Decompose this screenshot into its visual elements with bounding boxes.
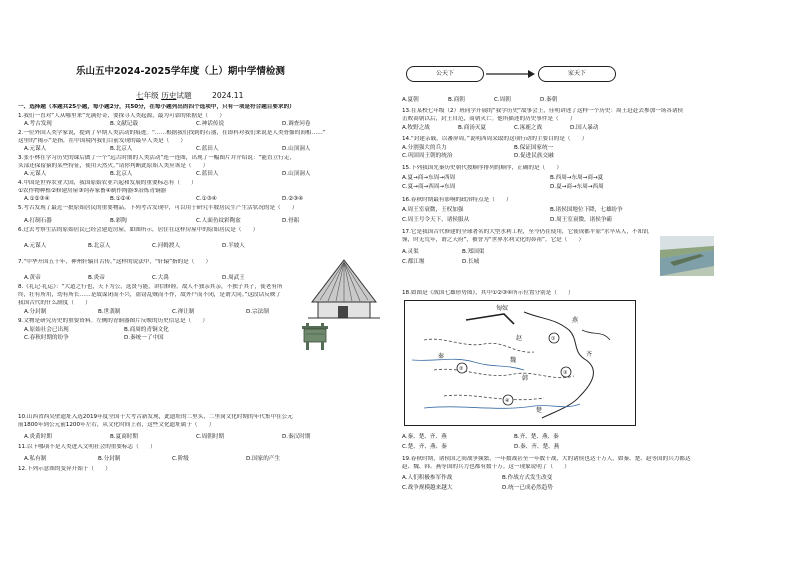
q12-option-b: B.商朝 <box>448 97 465 103</box>
q12-option-a: A.夏朝 <box>402 97 419 103</box>
q4-option-c: C.①③④ <box>196 196 217 202</box>
q19-option-a: A.人们积极参军作战 <box>402 475 453 481</box>
q12-option-c: C.周朝 <box>494 97 511 103</box>
q19-option-b: B.作战方式发生改变 <box>502 475 553 481</box>
q2-option-a: A.元谋人 <box>24 146 47 152</box>
map-label-zhao: 赵 <box>516 335 523 342</box>
q8-option-a: A.分封制 <box>24 309 47 315</box>
q9-option-b: B.商周的青铜文化 <box>124 327 169 333</box>
left-column <box>18 0 390 562</box>
map-label-qin: 秦 <box>438 353 445 360</box>
map-label-yan: 燕 <box>572 317 579 324</box>
q2-option-b: B.北京人 <box>110 146 133 152</box>
map-label-han: 韩 <box>522 375 529 382</box>
q9-option-d: D.秦统一了中国 <box>124 335 164 341</box>
q8-stem-cont: 终，壮有所用，幼有所长……是故谋闭而不兴，盗窃乱贼而不作，故外户而不闭，是谓大同。”这段话反映了 <box>18 292 282 298</box>
q9-option-a: A.原始社会已出现 <box>24 327 69 333</box>
q1-option-d: D.调查问卷 <box>282 121 311 127</box>
q5-option-a: A.打制石器 <box>24 218 52 224</box>
q15-option-d: D.夏→商→东周→西周 <box>550 184 604 190</box>
q19-stem: 19.春秋时期，诸侯国之间战争频繁，一年数战甚至一年数十战，大的诸侯也达十万人，如秦、楚、赵等国的兵力都达 <box>402 456 691 462</box>
q3-option-a: A.元谋人 <box>24 171 47 177</box>
paper-suffix: 试题 <box>176 91 192 100</box>
q17-option-a: A.灵渠 <box>402 249 419 255</box>
q3-option-b: B.北京人 <box>110 171 133 177</box>
map-label-chu: 楚 <box>536 407 543 414</box>
q4-option-d: D.②③④ <box>282 196 304 202</box>
q1-option-b: B.文献记载 <box>110 121 138 127</box>
q14-option-a: A.分割强大的兵力 <box>402 145 447 151</box>
q13-option-a: A.牧野之战 <box>402 125 430 131</box>
flow-arrow-icon <box>484 66 536 82</box>
q13-stem-cont: 击败商朝以后，封王自范，商朝灭亡。他所描述的历史事件是（ ） <box>402 116 576 122</box>
q2-option-c: C.蓝田人 <box>196 146 219 152</box>
q6-option-c: C.河姆渡人 <box>152 243 181 249</box>
q9-stem: 9.文物是研究历史的重要资料。左侧的青铜器图片反映的历史信息是（ ） <box>18 318 208 324</box>
q15-option-c: C.夏→商→西周→东周 <box>402 184 456 190</box>
q6-option-b: B.北京人 <box>88 243 111 249</box>
q4-option-b: B.①②④ <box>110 196 131 202</box>
q13-option-b: B.商汤灭夏 <box>458 125 486 131</box>
q18-option-b: B.齐、楚、燕、秦 <box>514 434 559 440</box>
q17-option-b: B.郑国渠 <box>462 249 485 255</box>
q12-option-d: D.秦朝 <box>540 97 558 103</box>
q11-stem: 11.以下哪项不是人类进入文明社会的重要标志（ ） <box>18 444 156 450</box>
q16-option-a: A.周王室衰微，王权加强 <box>402 207 464 213</box>
q12-stem: 12.下列示意图的变异开始于（ ） <box>18 466 111 472</box>
q14-option-d: D.促进民族交融 <box>514 153 554 159</box>
q9-option-c: C.春秋时期的纷争 <box>24 335 69 341</box>
q4-items: ①农作物种植②修建房屋③饲养家畜④制作陶器⑤冶炼青铜器 <box>18 188 167 194</box>
thatched-hut-image <box>306 256 382 326</box>
q10-stem-cont: 前1800年到公元前1200年左右，从文化时间上看，这些文化遗址属于（ ） <box>18 422 215 428</box>
q19-stem-cont: 赵、魏、韩、燕等国的兵力也都有数十万。这一现象说明了（ ） <box>402 464 570 470</box>
grade-suffix: 年级 <box>143 91 159 100</box>
q1-option-c: C.神话传说 <box>196 121 225 127</box>
q11-option-d: D.国家的产生 <box>246 456 281 462</box>
q2-option-d: D.山顶洞人 <box>282 146 311 152</box>
q1-stem: 1.我们一直对“人从哪里来”充满好奇，要探寻人类起源，最为可靠的依据是（ ） <box>18 113 225 119</box>
q5-option-c: C.人面鱼纹彩陶盆 <box>196 218 241 224</box>
map-marker-3: ③ <box>563 370 568 376</box>
q8-stem-cont2: 我国古代的什么制度（ ） <box>18 300 91 306</box>
map-label-qi: 齐 <box>586 351 593 358</box>
q7-option-b: B.炎帝 <box>88 275 105 281</box>
q15-option-a: A.夏→商→东周→西周 <box>402 175 456 181</box>
q15-stem: 15.下列我国先秦历史朝代按顺序排列的顺序，正确的是（ ） <box>402 165 562 171</box>
q8-option-b: B.世袭制 <box>98 309 121 315</box>
q13-option-c: C.涿鹿之战 <box>514 125 543 131</box>
q10-option-d: D.秦汉时期 <box>282 434 311 440</box>
q10-option-b: B.夏商时期 <box>110 434 138 440</box>
q11-option-a: A.私有制 <box>24 456 47 462</box>
q5-option-d: D.骨耜 <box>282 218 300 224</box>
q15-option-b: B.西周→东周→商→夏 <box>550 175 604 181</box>
exam-title: 乐山五中2024-2025学年度（上）期中学情检测 <box>76 66 285 77</box>
q13-stem: 13.在某校七年级（2）班同学开展的“我学历史”故事会上，佳明讲述了这样一个历史：周王赶赴去参加一场各诸侯 <box>402 108 684 114</box>
q19-option-c: C.战争规模越来越大 <box>402 485 453 491</box>
right-column <box>402 0 780 562</box>
q3-stem-cont: 头部还保留猿的某些特征，使用天然火。”请你判断此原始人类应该是（ ） <box>18 163 209 169</box>
q11-option-c: C.阶级 <box>172 456 189 462</box>
q8-option-d: D.宗法制 <box>246 309 269 315</box>
warring-states-map <box>404 300 636 426</box>
map-label-xiongnu: 匈奴 <box>496 305 509 312</box>
q18-option-d: D.秦、齐、楚、燕 <box>514 444 560 450</box>
q2-stem-cont: 这里的“揭示”是指，在中国境内我们目前发现的最早人类是（ ） <box>18 138 187 144</box>
q14-stem: 14.“封建亲戚，以蕃屏周。”说明西周采取的这项行动的主要目的是（ ） <box>402 136 588 142</box>
q18-option-c: C.楚、齐、燕、秦 <box>402 444 447 450</box>
q17-stem-cont: 馑，时无荒年，谓之天府”，被誉为“世界水利文化的鼻祖”。它是（ ） <box>402 237 585 243</box>
q16-option-b: B.诸侯国地位下降，七雄纷争 <box>550 207 623 213</box>
subject-value: 历史 <box>161 91 177 100</box>
q7-option-d: D.周武王 <box>222 275 245 281</box>
q4-stem: 4.中国是世界农业大国，我国原始农业兴起和发展的重要标志有（ ） <box>18 180 197 186</box>
map-marker-4: ④ <box>505 398 510 404</box>
q19-option-d: D.统一已成必然趋势 <box>502 485 553 491</box>
q16-option-c: C.周王号令天下，诸侯服从 <box>402 217 470 223</box>
q4-option-a: A.①②③④ <box>24 196 50 202</box>
q18-option-a: A.秦、楚、齐、燕 <box>402 434 447 440</box>
q2-stem: 2.一位外国人类学家说，提到了早期人类活动的痕迹。“……根据我们找到的石器，在即科对我们来说是人类骨骼的间相……” <box>18 130 326 136</box>
q17-option-c: C.都江堰 <box>402 259 425 265</box>
flow-box-public: 公天下 <box>406 66 484 82</box>
bronze-ding-image <box>300 322 330 352</box>
q1-option-a: A.考古发现 <box>24 121 52 127</box>
q17-stem: 17.它是我国古代修建的全球著名的大型水利工程，至今仍在使用，它使成都平原“水旱从人，不知饥 <box>402 229 649 235</box>
section-heading: 一、选择题（本题共25小题，每小题2分，共50分，在每小题列出的四个选项中，只有一项是符合题目要求的） <box>18 104 295 110</box>
q8-option-c: C.禅让制 <box>172 309 195 315</box>
q5-option-b: B.彩陶 <box>110 218 127 224</box>
q6-stem: 6.过去考察生活的原始居民已经会建造房屋，如图所示，居住在这样房屋中的原始居民是（ ） <box>18 227 259 233</box>
dujiangyan-photo <box>660 236 714 276</box>
q16-stem: 16.春秋时期最有影响的政治特点是（ ） <box>402 197 512 203</box>
flow-box-family: 家天下 <box>538 66 616 82</box>
q3-option-c: C.蓝田人 <box>196 171 219 177</box>
q3-stem: 3.张小林在学习历史的课后做了一个“远古时期的人类活动”连一连图，出现了一幅图片并介绍说：“能直立行走， <box>18 155 295 161</box>
q16-option-d: D.周王室衰微，诸侯争霸 <box>550 217 613 223</box>
grade-value: 七 <box>136 91 144 100</box>
exam-subtitle <box>136 90 243 101</box>
q17-option-d: D.长城 <box>462 259 480 265</box>
q7-stem: 7.“中华开国五千年，神州轩辕自古传。”这样的说法中，“轩辕”指的是（ ） <box>18 259 212 265</box>
map-label-wei: 魏 <box>510 357 517 364</box>
q13-option-d: D.国人暴动 <box>570 125 599 131</box>
q11-option-b: B.分封制 <box>98 456 121 462</box>
q10-stem: 10.山西省西吴壁遗址入选2019年度全国十大考古新发现，此遗址的二里头，二里岗文化时期的年代集中在公元 <box>18 414 293 420</box>
q10-option-c: C.周朝时期 <box>196 434 225 440</box>
q7-option-a: A.黄帝 <box>24 275 41 281</box>
map-marker-1: ① <box>551 336 556 342</box>
q5-stem: 5.考古发现了最近一批原始居民的重要物品。下列考古发现中，可以用于研究半坡居民生产生活状况的是（ ） <box>18 205 298 211</box>
q10-option-a: A.炎黄时期 <box>24 434 52 440</box>
q6-option-a: A.元谋人 <box>24 243 47 249</box>
map-marker-2: ② <box>459 366 464 372</box>
q18-stem: 18.如图是《战国七雄形势图》，其中①②③④所示位置分别是（ ） <box>402 290 574 296</box>
q14-option-c: C.巩固周王朝的统治 <box>402 153 453 159</box>
q3-option-d: D.山顶洞人 <box>282 171 311 177</box>
q6-option-d: D.半坡人 <box>222 243 245 249</box>
q7-option-c: C.大禹 <box>152 275 169 281</box>
exam-date: 2024.11 <box>212 91 244 100</box>
q8-stem: 8.《礼记·礼运》：“大道之行也，天下为公，选贤与能，讲信修睦。故人不独亲其亲，不独子其子，使老有所 <box>18 284 283 290</box>
q14-option-b: B.保证国家统一 <box>514 145 554 151</box>
